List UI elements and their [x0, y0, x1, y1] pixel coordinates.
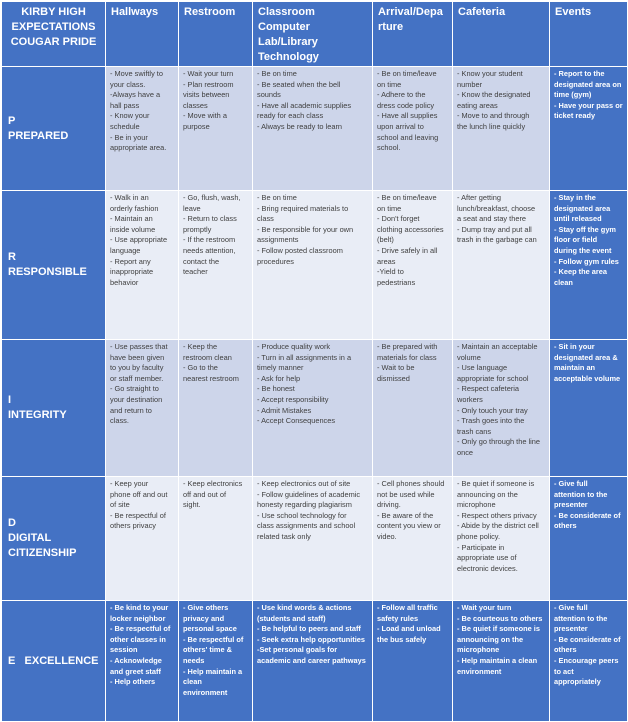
cell-responsible-hallways: - Walk in an orderly fashion - Maintain an inside volume - Use appropriate language - Report any inappropriate behavior	[106, 191, 179, 340]
column-header-events: Events	[550, 2, 628, 67]
cell-excellence-arrival: - Follow all traffic safety rules - Load and unload the bus safely	[373, 601, 453, 722]
column-header-hallways: Hallways	[106, 2, 179, 67]
expectations-matrix	[1, 1, 628, 722]
row-letter: D	[8, 517, 16, 529]
cell-excellence-cafeteria: - Wait your turn - Be courteous to others - Be quiet if someone is announcing on the microphone - Help maintain a clean environment	[453, 601, 550, 722]
cell-digital-restroom: - Keep electronics off and out of sight.	[179, 477, 253, 601]
cell-excellence-events: - Give full attention to the presenter - Be considerate of others - Encourage peers to act appropriately	[550, 601, 628, 722]
cell-digital-events: - Give full attention to the presenter - Be considerate of others	[550, 477, 628, 601]
title-line: EXPECTATIONS	[11, 21, 96, 33]
column-header-arrival-departure: Arrival/Depa rture	[373, 2, 453, 67]
row-letter: P	[8, 114, 16, 127]
cell-integrity-cafeteria: - Maintain an acceptable volume - Use language appropriate for school - Respect cafeteria workers - Only touch your tray - Trash goes into the trash cans - Only go through the line once	[453, 340, 550, 477]
cell-responsible-cafeteria: - After getting lunch/breakfast, choose a seat and stay there - Dump tray and put all trash in the garbage can	[453, 191, 550, 340]
row-responsible	[2, 191, 628, 340]
row-word-text: EXCELLENCE	[24, 654, 99, 667]
cell-integrity-arrival: - Be prepared with materials for class - Wait to be dismissed	[373, 340, 453, 477]
row-letter: I	[8, 394, 12, 406]
row-excellence	[2, 601, 628, 722]
row-word: RESPONSIBLE	[8, 266, 87, 278]
row-integrity	[2, 340, 628, 477]
cell-excellence-classroom: - Use kind words & actions (students and staff) - Be helpful to peers and staff - Seek extra help opportunities -Set personal goals for academic and career pathways	[253, 601, 373, 722]
cell-responsible-arrival: - Be on time/leave on time - Don't forget clothing accessories (belt) - Drive safely in all areas -Yield to pedestrians	[373, 191, 453, 340]
title-line: KIRBY HIGH	[21, 6, 86, 18]
cell-prepared-arrival: - Be on time/leave on time - Adhere to the dress code policy - Have all supplies upon arrival to school and leaving school.	[373, 67, 453, 191]
cell-excellence-hallways: - Be kind to your locker neighbor - Be respectful of other classes in session - Acknowledge and greet staff - Help others	[106, 601, 179, 722]
row-header-integrity	[2, 340, 106, 477]
row-header-digital-citizenship	[2, 477, 106, 601]
matrix-title	[2, 2, 106, 67]
cell-prepared-events: - Report to the designated area on time (gym) - Have your pass or ticket ready	[550, 67, 628, 191]
row-header-responsible	[2, 191, 106, 340]
cell-prepared-restroom: - Wait your turn - Plan restroom visits between classes - Move with a purpose	[179, 67, 253, 191]
cell-prepared-cafeteria: - Know your student number - Know the designated eating areas - Move to and through the lunch line quickly	[453, 67, 550, 191]
header-row	[2, 2, 628, 67]
row-word: INTEGRITY	[8, 409, 67, 421]
row-word: PREPARED	[8, 129, 69, 142]
cell-digital-hallways: - Keep your phone off and out of site - Be respectful of others privacy	[106, 477, 179, 601]
cell-integrity-classroom: - Produce quality work - Turn in all assignments in a timely manner - Ask for help - Be honest - Accept responsibility - Admit Mistakes - Accept Consequences	[253, 340, 373, 477]
row-digital-citizenship	[2, 477, 628, 601]
cell-integrity-restroom: - Keep the restroom clean - Go to the nearest restroom	[179, 340, 253, 477]
row-letter: R	[8, 251, 16, 263]
row-word: DIGITAL CITIZENSHIP	[8, 532, 77, 559]
row-header-prepared	[2, 67, 106, 191]
column-header-cafeteria: Cafeteria	[453, 2, 550, 67]
cell-integrity-events: - Sit in your designated area & maintain an acceptable volume	[550, 340, 628, 477]
column-header-classroom: Classroom Computer Lab/Library Technology	[253, 2, 373, 67]
row-prepared	[2, 67, 628, 191]
title-line: COUGAR PRIDE	[10, 36, 97, 48]
cell-responsible-classroom: - Be on time - Bring required materials to class - Be responsible for your own assignments - Follow posted classroom procedures	[253, 191, 373, 340]
column-header-restroom: Restroom	[179, 2, 253, 67]
cell-excellence-restroom: - Give others privacy and personal space - Be respectful of others' time & needs - Help maintain a clean environment	[179, 601, 253, 722]
cell-digital-cafeteria: - Be quiet if someone is announcing on the microphone - Respect others privacy - Abide by the district cell phone policy. - Participate in appropriate use of electronic devices.	[453, 477, 550, 601]
cell-responsible-restroom: - Go, flush, wash, leave - Return to class promptly - If the restroom needs attention, contact the teacher	[179, 191, 253, 340]
cell-prepared-classroom: - Be on time - Be seated when the bell sounds - Have all academic supplies ready for each class - Always be ready to learn	[253, 67, 373, 191]
cell-digital-arrival: - Cell phones should not be used while driving. - Be aware of the content you view or video.	[373, 477, 453, 601]
cell-digital-classroom: - Keep electronics out of site - Follow guidelines of academic honesty regarding plagiarism - Use school technology for class assignments and school related task only	[253, 477, 373, 601]
row-word	[8, 654, 105, 669]
row-letter: E	[8, 654, 16, 667]
cell-responsible-events: - Stay in the designated area until released - Stay off the gym floor or field during the event - Follow gym rules - Keep the area clean	[550, 191, 628, 340]
cell-prepared-hallways: - Move swiftly to your class. -Always have a hall pass - Know your schedule - Be in your appropriate area.	[106, 67, 179, 191]
row-header-excellence	[2, 601, 106, 722]
cell-integrity-hallways: - Use passes that have been given to you by faculty or staff member. - Go straight to your destination and return to class.	[106, 340, 179, 477]
